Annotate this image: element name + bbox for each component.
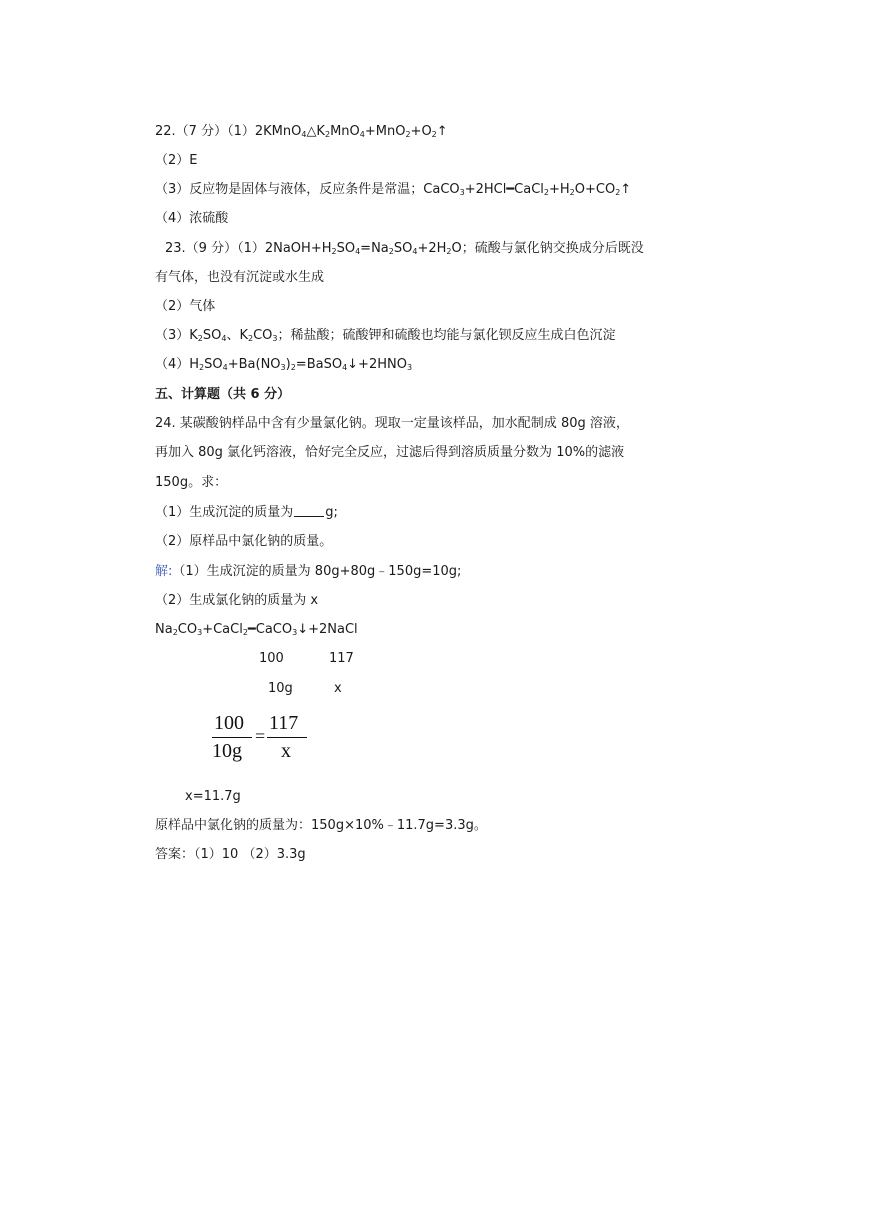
q23-part4: $(4)H_2SO_4+Ba(NO_3)_2=BaSO_4↓+2HNO_3$ — [155, 357, 413, 372]
mass-100: 100 — [259, 651, 284, 666]
q24-line1: 24. 某碳酸钠样品中含有少量氯化钠。现取一定量该样品，加水配制成 80g 溶液， — [155, 416, 629, 431]
answer-blank — [294, 505, 324, 517]
solution-step2: （2）生成氯化钠的质量为 x — [155, 593, 319, 608]
fraction-left-denominator: 10g — [212, 740, 242, 762]
fraction-left-numerator: 100 — [214, 712, 244, 734]
mass-10g: 10g — [268, 681, 293, 696]
fraction-equals: = — [255, 726, 266, 746]
q24-line2: 再加入 80g 氯化钙溶液，恰好完全反应，过滤后得到溶质质量分数为 10%的滤液 — [155, 445, 625, 460]
mass-117: 117 — [329, 651, 354, 666]
fraction-right-bar — [267, 737, 307, 738]
fraction-left-bar — [212, 737, 252, 738]
q24-question1: （1）生成沉淀的质量为 g; — [155, 505, 338, 520]
mass-x: x — [334, 681, 342, 696]
q23-part3: $(3)K_2SO_4$、$K_2CO_3$；稀盐酸；硫酸钾和硫酸也均能与氯化钡反应生成白色沉淀 — [155, 328, 616, 343]
q22-part1: 22.（7 分）$(1)2KMnO_4\triangle K_2MnO_4+MnO_2+O_2↑$ — [155, 124, 448, 139]
q23-part1-continued: 有气体，也没有沉淀或水生成 — [155, 270, 325, 285]
chemical-equation: $Na_2CO_3+CaCl_2━CaCO_3↓+2NaCl$ — [155, 622, 358, 637]
section-title: 五、计算题（共 6 分） — [155, 387, 291, 402]
q23-part2: （2）气体 — [155, 299, 216, 314]
q23-part1: 23.（9 分）$(1)2NaOH+H_2SO_4=Na_2SO_4+2H_2O$；硫酸与氯化钠交换成分后既没 — [165, 241, 644, 256]
sodium-chloride-mass: 原样品中氯化钠的质量为：150g×10%﹣11.7g=3.3g。 — [155, 818, 487, 833]
final-answer: 答案：（1）10 （2）3.3g — [155, 847, 306, 862]
result-x: x=11.7g — [185, 789, 241, 804]
fraction-right-numerator: 117 — [269, 712, 299, 734]
solution-step1: 解:（1）生成沉淀的质量为 80g+80g﹣150g=10g; — [155, 564, 462, 579]
fraction-right-denominator: x — [281, 740, 291, 762]
q22-part3: （3）反应物是固体与液体，反应条件是常温；$CaCO_3+2HCl━CaCl_2+H_2O+CO_2↑$ — [155, 182, 632, 197]
q22-part2: （2）E — [155, 153, 198, 168]
q22-part4: （4）浓硫酸 — [155, 211, 229, 226]
q24-question2: （2）原样品中氯化钠的质量。 — [155, 534, 333, 549]
solution-label: 解: — [155, 564, 173, 579]
q24-line3: 150g。求： — [155, 475, 228, 490]
